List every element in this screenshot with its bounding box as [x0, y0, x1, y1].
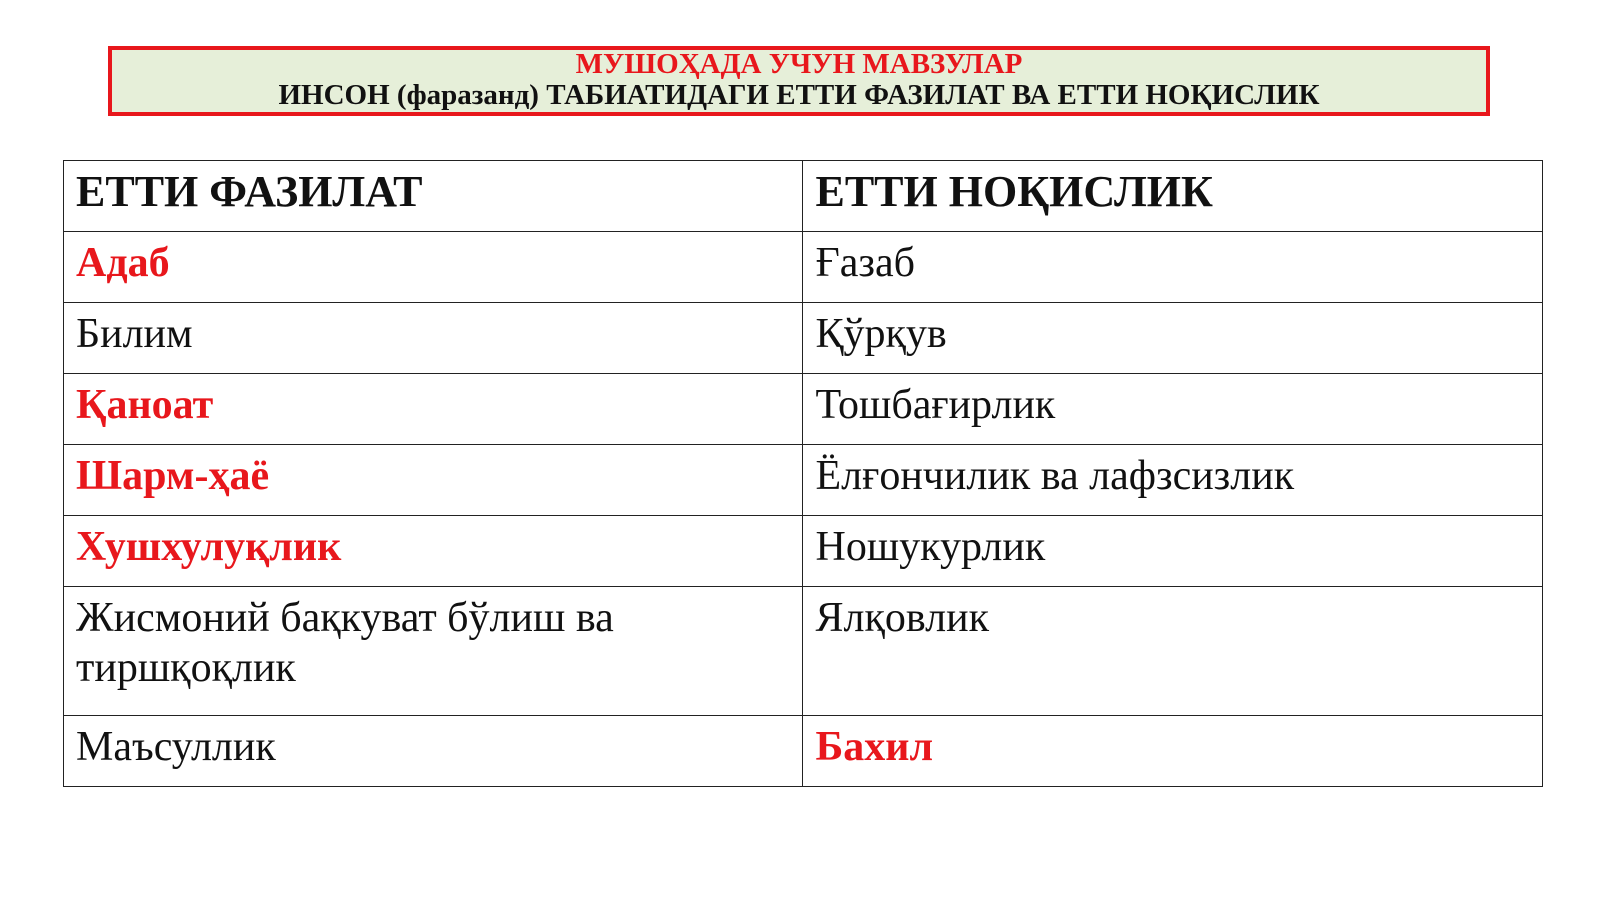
virtue-text: Билим — [76, 311, 193, 357]
table-row — [64, 232, 1543, 303]
header-virtues: ЕТТИ ФАЗИЛАТ — [64, 161, 803, 232]
virtue-text: Қаноат — [76, 382, 214, 428]
table-row — [64, 303, 1543, 374]
table-row — [64, 716, 1543, 787]
vice-text: Тошбағирлик — [815, 382, 1056, 428]
virtue-text: Хушхулуқлик — [76, 524, 342, 570]
title-line-2: ИНСОН (фаразанд) ТАБИАТИДАГИ ЕТТИ ФАЗИЛАТ ВА ЕТТИ НОҚИСЛИК — [278, 79, 1320, 111]
vice-cell — [803, 516, 1543, 587]
virtue-cell — [64, 445, 803, 516]
title-box — [108, 46, 1490, 116]
virtue-cell — [64, 587, 803, 716]
virtue-text: Адаб — [76, 240, 170, 286]
virtue-cell — [64, 303, 803, 374]
vice-text: Бахил — [815, 724, 934, 770]
virtue-cell — [64, 716, 803, 787]
table-row — [64, 374, 1543, 445]
vice-text: Ғазаб — [815, 240, 916, 286]
virtue-cell — [64, 232, 803, 303]
virtue-text: Шарм-ҳаё — [76, 453, 270, 499]
vice-cell — [803, 445, 1543, 516]
vice-cell — [803, 303, 1543, 374]
title-line-1: МУШОҲАДА УЧУН МАВЗУЛАР — [575, 48, 1023, 80]
table-row — [64, 445, 1543, 516]
table-header-row — [64, 161, 1543, 232]
table-row — [64, 516, 1543, 587]
vice-text: Қўрқув — [815, 311, 947, 357]
virtue-cell — [64, 516, 803, 587]
virtue-text: Жисмоний бақкуват бўлиш ва тиршқоқлик — [76, 595, 614, 691]
vice-cell — [803, 587, 1543, 716]
vice-cell — [803, 374, 1543, 445]
vice-text: Ялқовлик — [815, 595, 989, 641]
vice-text: Ёлғончилик ва лафзсизлик — [815, 453, 1295, 499]
vice-cell — [803, 232, 1543, 303]
header-vices: ЕТТИ НОҚИСЛИК — [803, 161, 1543, 232]
table-row — [64, 587, 1543, 716]
vice-cell — [803, 716, 1543, 787]
virtues-vices-table — [63, 160, 1543, 787]
virtue-cell — [64, 374, 803, 445]
virtue-text: Маъсуллик — [76, 724, 276, 770]
vice-text: Ношукурлик — [815, 524, 1046, 570]
